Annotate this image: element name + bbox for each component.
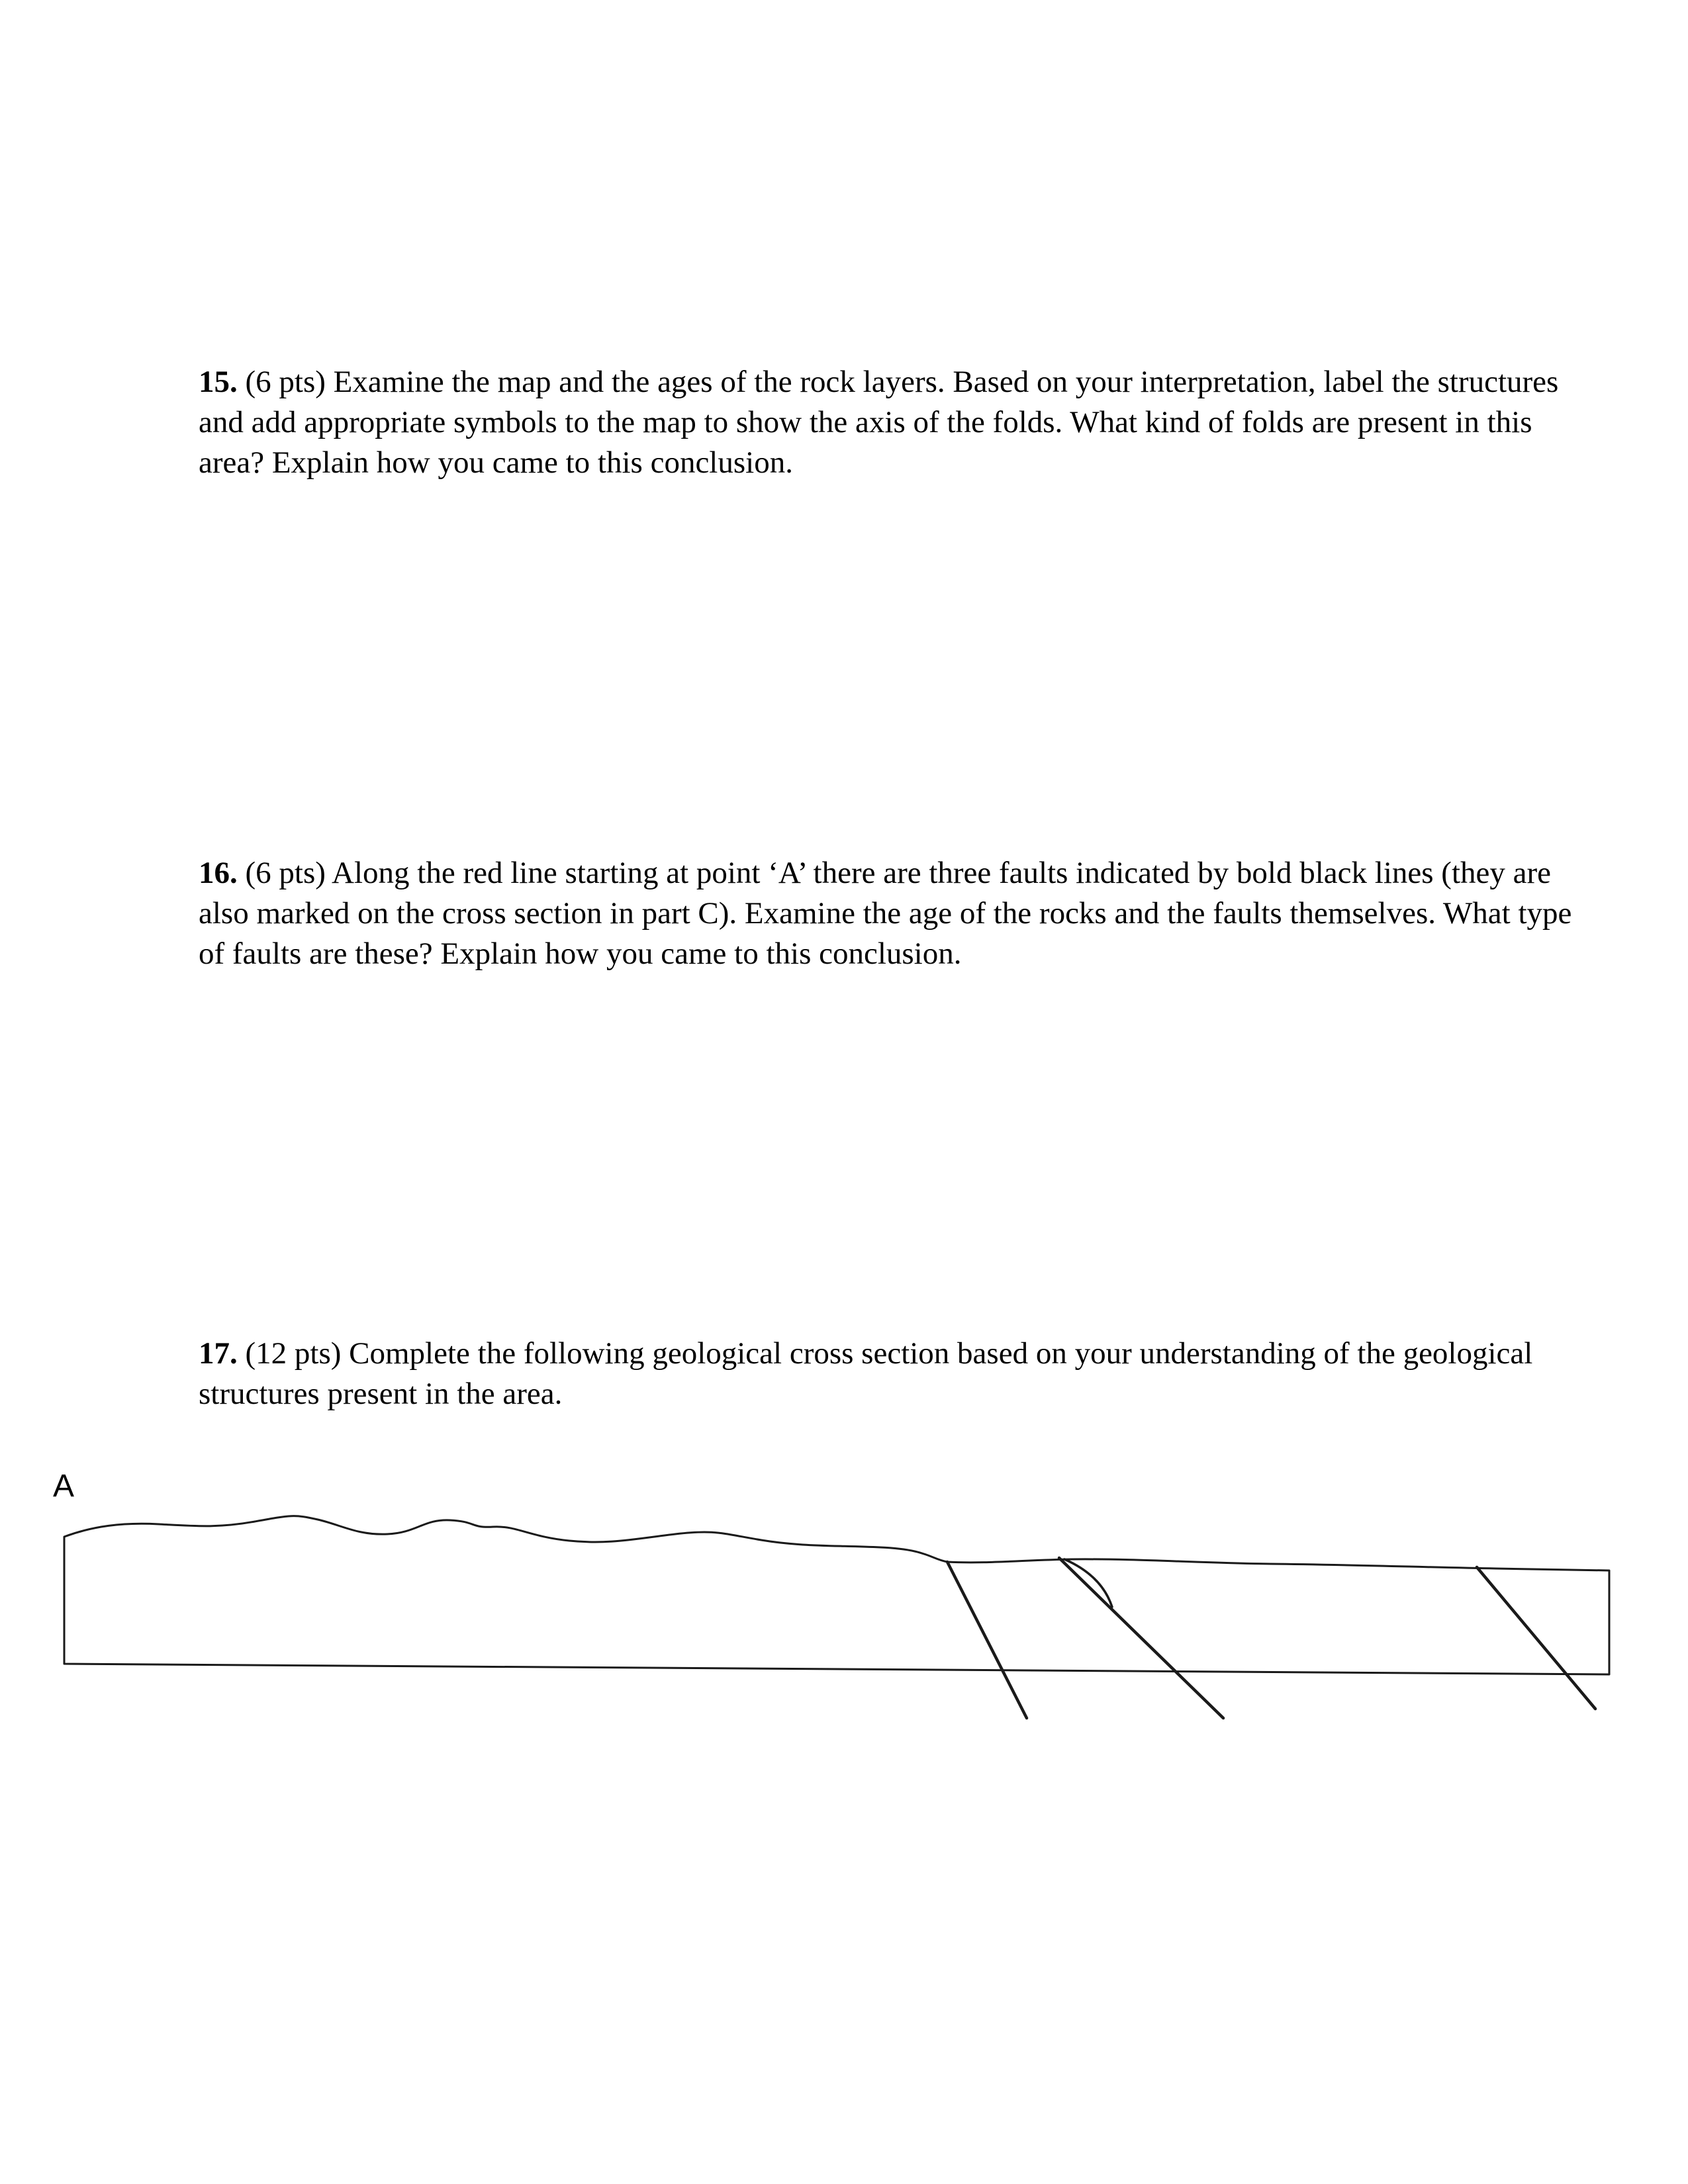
fault-line-2 (1059, 1558, 1223, 1718)
question-16-text: (6 pts) Along the red line starting at point ‘A’ there are three faults indicated by bold black lines (they are also marked on the cross section in part C). Examine the age of the rocks and the faults themselves. What type of faults are these? Explain how you came to this conclusion. (199, 856, 1572, 971)
question-16-number: 16. (199, 856, 238, 890)
point-a-label: A (53, 1469, 75, 1504)
question-17-number: 17. (199, 1336, 238, 1371)
fault-line-1 (947, 1562, 1027, 1718)
question-15-text: (6 pts) Examine the map and the ages of the rock layers. Based on your interpretation, label the structures and add appropriate symbols to the map to show the axis of the folds. What kind of folds are present in this area? Explain how you came to this conclusion. (199, 365, 1559, 480)
fault-line-2-splay (1064, 1559, 1112, 1607)
question-15-number: 15. (199, 365, 238, 399)
question-17-text: (12 pts) Complete the following geological cross section based on your understanding of the geological structures present in the area. (199, 1336, 1533, 1411)
fault-line-3 (1477, 1567, 1595, 1709)
cross-section-outline (64, 1516, 1609, 1674)
